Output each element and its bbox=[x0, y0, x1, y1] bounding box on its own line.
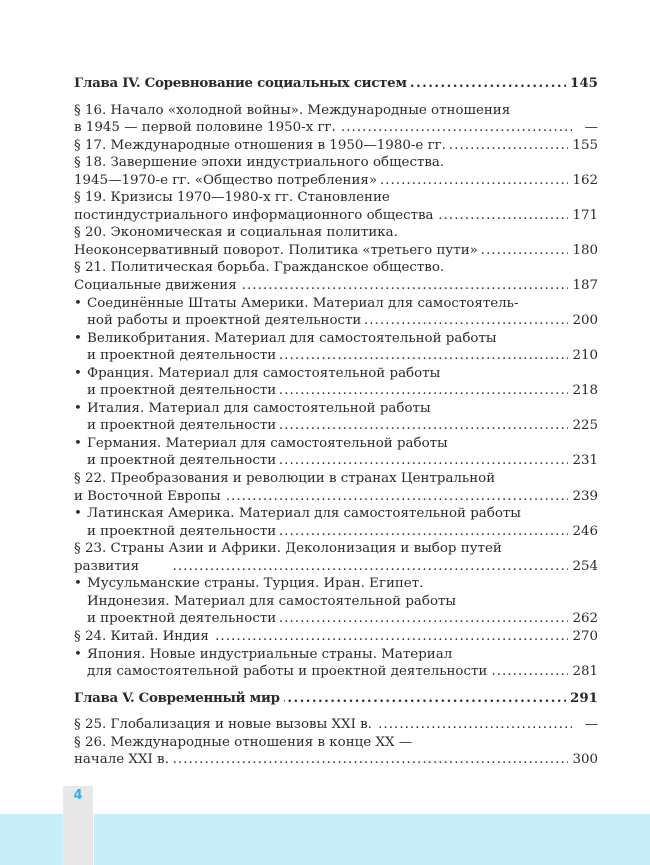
toc-line bbox=[74, 593, 598, 611]
toc-entry-title: Великобритания. Материал для самостоятельной работы bbox=[87, 330, 497, 346]
toc-section-entry[interactable] bbox=[74, 224, 598, 259]
toc-entry-title: и проектной деятельности bbox=[87, 348, 277, 364]
toc-entry-title: § 26. Международные отношения в конце XX — bbox=[74, 734, 413, 750]
toc-line bbox=[74, 575, 598, 593]
footer-band bbox=[0, 814, 63, 865]
dot-leader bbox=[280, 452, 568, 470]
toc-line bbox=[74, 102, 598, 120]
toc-entry-title: § 25. Глобализация и новые вызовы XXI в. bbox=[74, 717, 372, 733]
dot-leader bbox=[491, 663, 568, 681]
dot-leader bbox=[280, 523, 568, 541]
toc-page-number[interactable]: 270 bbox=[572, 628, 598, 644]
toc-page-number[interactable]: 254 bbox=[572, 558, 598, 574]
toc-entry-title: и проектной деятельности bbox=[87, 383, 277, 399]
bullet-icon: • bbox=[74, 646, 82, 662]
toc-entry-title: и проектной деятельности bbox=[87, 523, 277, 539]
bullet-icon: • bbox=[74, 435, 82, 451]
toc-page-number[interactable]: 187 bbox=[572, 278, 598, 294]
toc-section-entry[interactable] bbox=[74, 628, 598, 646]
footer-band bbox=[94, 814, 650, 865]
toc-line bbox=[74, 488, 598, 506]
toc-entry-title: Соединённые Штаты Америки. Материал для самостоятель- bbox=[87, 295, 519, 311]
bullet-icon: • bbox=[74, 400, 82, 416]
toc-entry-title: ной работы и проектной деятельности bbox=[87, 313, 362, 329]
dot-leader bbox=[482, 242, 569, 260]
toc-entry-title: Глава V. Современный мир bbox=[74, 689, 280, 706]
toc-material-entry[interactable] bbox=[74, 646, 598, 681]
toc-entry-title: § 19. Кризисы 1970—1980-х гг. Становление bbox=[74, 190, 390, 206]
toc-page-number[interactable]: 200 bbox=[572, 313, 598, 329]
toc-entry-title: § 21. Политическая борьба. Гражданское общество. bbox=[74, 260, 445, 276]
toc-entry-title: и Восточной Европы bbox=[74, 488, 221, 504]
toc-entry-title: Неоконсервативный поворот. Политика «третьего пути» bbox=[74, 242, 478, 258]
table-of-contents bbox=[74, 75, 598, 769]
toc-line bbox=[74, 628, 598, 646]
toc-entry-title: Индонезия. Материал для самостоятельной работы bbox=[87, 593, 457, 609]
toc-entry-title: и проектной деятельности bbox=[87, 418, 277, 434]
dot-leader bbox=[284, 690, 566, 708]
dot-leader bbox=[381, 172, 568, 190]
toc-page-number[interactable]: 210 bbox=[572, 348, 598, 364]
bullet-icon: • bbox=[74, 506, 82, 522]
toc-line bbox=[74, 417, 598, 435]
toc-entry-title: § 23. Страны Азии и Африки. Деколонизация и выбор путей bbox=[74, 541, 502, 557]
toc-entry-title: и проектной деятельности bbox=[87, 611, 277, 627]
toc-line bbox=[74, 716, 598, 734]
toc-entry-title: начале XXI в. bbox=[74, 752, 169, 768]
toc-page-number[interactable]: 262 bbox=[572, 611, 598, 627]
toc-section-entry[interactable] bbox=[74, 470, 598, 505]
dot-leader bbox=[173, 751, 569, 769]
toc-line bbox=[74, 224, 598, 242]
toc-line bbox=[74, 646, 598, 664]
dot-leader bbox=[280, 610, 568, 628]
toc-line bbox=[74, 452, 598, 470]
toc-entry-title: Франция. Материал для самостоятельной работы bbox=[87, 365, 441, 381]
toc-line bbox=[74, 277, 598, 295]
toc-entry-title: Мусульманские страны. Турция. Иран. Египет. bbox=[87, 576, 424, 592]
dot-leader bbox=[365, 312, 568, 330]
toc-line bbox=[74, 663, 598, 681]
toc-entry-title: Глава IV. Соревнование социальных систем bbox=[74, 75, 407, 91]
toc-entry-title: § 16. Начало «холодной войны». Международные отношения bbox=[74, 102, 511, 118]
toc-page-number[interactable]: 162 bbox=[572, 172, 598, 188]
toc-material-entry[interactable] bbox=[74, 330, 598, 365]
toc-line bbox=[74, 400, 598, 418]
toc-page-number[interactable]: — bbox=[584, 120, 598, 136]
toc-section-entry[interactable] bbox=[74, 716, 598, 734]
toc-material-entry[interactable] bbox=[74, 435, 598, 470]
dot-leader bbox=[280, 382, 568, 400]
toc-entry-title: § 20. Экономическая и социальная политика. bbox=[74, 225, 398, 241]
dot-leader bbox=[411, 75, 566, 93]
toc-line bbox=[74, 189, 598, 207]
dot-leader bbox=[225, 488, 569, 506]
toc-line bbox=[74, 540, 598, 558]
toc-entry-title: § 17. Международные отношения в 1950—1980-е гг. bbox=[74, 137, 446, 153]
toc-material-entry[interactable] bbox=[74, 295, 598, 330]
toc-line bbox=[74, 690, 598, 708]
toc-entry-title: Япония. Новые индустриальные страны. Материал bbox=[87, 646, 453, 662]
dot-leader bbox=[450, 137, 569, 155]
toc-section-entry[interactable] bbox=[74, 137, 598, 155]
toc-entry-title: § 18. Завершение эпохи индустриального общества. bbox=[74, 155, 445, 171]
toc-section-entry[interactable] bbox=[74, 189, 598, 224]
toc-line bbox=[74, 347, 598, 365]
toc-line bbox=[74, 382, 598, 400]
toc-entry-title: Германия. Материал для самостоятельной работы bbox=[87, 435, 448, 451]
toc-line bbox=[74, 137, 598, 155]
dot-leader bbox=[143, 558, 568, 576]
bullet-icon: • bbox=[74, 330, 82, 346]
toc-entry-title: Социальные движения bbox=[74, 278, 237, 294]
toc-line bbox=[74, 365, 598, 383]
toc-entry-title: постиндустриального информационного общества bbox=[74, 207, 434, 223]
toc-page-number[interactable]: 155 bbox=[572, 137, 598, 153]
toc-line bbox=[74, 119, 598, 137]
page-number-tab bbox=[63, 786, 93, 865]
toc-line bbox=[74, 154, 598, 172]
toc-section-entry[interactable] bbox=[74, 154, 598, 189]
dot-leader bbox=[213, 628, 569, 646]
toc-section-entry[interactable] bbox=[74, 102, 598, 137]
toc-page-number[interactable]: 171 bbox=[572, 207, 598, 223]
toc-material-entry[interactable] bbox=[74, 505, 598, 540]
toc-line bbox=[74, 295, 598, 313]
toc-entry-title: § 22. Преобразования и революции в странах Центральной bbox=[74, 471, 496, 487]
toc-line bbox=[74, 470, 598, 488]
toc-page-number[interactable]: 246 bbox=[572, 523, 598, 539]
dot-leader bbox=[438, 207, 569, 225]
toc-page-number[interactable]: 239 bbox=[572, 488, 598, 504]
toc-page-number[interactable]: 231 bbox=[572, 453, 598, 469]
toc-page-number[interactable]: — bbox=[584, 717, 598, 733]
dot-leader bbox=[280, 417, 568, 435]
toc-line bbox=[74, 172, 598, 190]
toc-entry-title: для самостоятельной работы и проектной деятельности bbox=[87, 664, 488, 680]
page-number: 4 bbox=[73, 788, 83, 803]
toc-entry-title: Латинская Америка. Материал для самостоятельной работы bbox=[87, 506, 521, 522]
dot-leader bbox=[280, 347, 568, 365]
toc-page-number[interactable]: 281 bbox=[572, 664, 598, 680]
toc-line bbox=[74, 312, 598, 330]
toc-section-entry[interactable] bbox=[74, 734, 598, 769]
toc-line bbox=[74, 610, 598, 628]
toc-line bbox=[74, 75, 598, 93]
toc-line bbox=[74, 207, 598, 225]
toc-entry-title: в 1945 — первой половине 1950-х гг. bbox=[74, 120, 336, 136]
toc-entry-title: § 24. Китай. Индия bbox=[74, 628, 209, 644]
toc-line bbox=[74, 330, 598, 348]
toc-material-entry[interactable] bbox=[74, 575, 598, 628]
toc-line bbox=[74, 734, 598, 752]
dot-leader bbox=[340, 119, 572, 137]
bullet-icon: • bbox=[74, 295, 82, 311]
toc-page-number[interactable]: 218 bbox=[572, 383, 598, 399]
toc-line bbox=[74, 505, 598, 523]
toc-line bbox=[74, 435, 598, 453]
toc-entry-title: и проектной деятельности bbox=[87, 453, 277, 469]
toc-section-entry[interactable] bbox=[74, 540, 598, 575]
dot-leader bbox=[376, 716, 572, 734]
toc-line bbox=[74, 558, 598, 576]
toc-chapter-entry[interactable] bbox=[74, 690, 598, 708]
toc-page-number[interactable]: 145 bbox=[570, 75, 598, 91]
toc-line bbox=[74, 751, 598, 769]
toc-entry-title: 1945—1970-е гг. «Общество потребления» bbox=[74, 172, 378, 188]
toc-page-number[interactable]: 180 bbox=[572, 242, 598, 258]
toc-line bbox=[74, 259, 598, 277]
toc-line bbox=[74, 523, 598, 541]
toc-section-entry[interactable] bbox=[74, 259, 598, 294]
toc-line bbox=[74, 242, 598, 260]
toc-entry-title: Италия. Материал для самостоятельной работы bbox=[87, 400, 431, 416]
bullet-icon: • bbox=[74, 365, 82, 381]
toc-page-number[interactable]: 225 bbox=[572, 418, 598, 434]
bullet-icon: • bbox=[74, 576, 82, 592]
toc-page-number[interactable]: 300 bbox=[572, 752, 598, 768]
toc-material-entry[interactable] bbox=[74, 365, 598, 400]
toc-entry-title: развития bbox=[74, 558, 140, 574]
toc-page-number[interactable]: 291 bbox=[570, 689, 598, 706]
toc-chapter-entry[interactable] bbox=[74, 75, 598, 93]
toc-material-entry[interactable] bbox=[74, 400, 598, 435]
dot-leader bbox=[241, 277, 569, 295]
